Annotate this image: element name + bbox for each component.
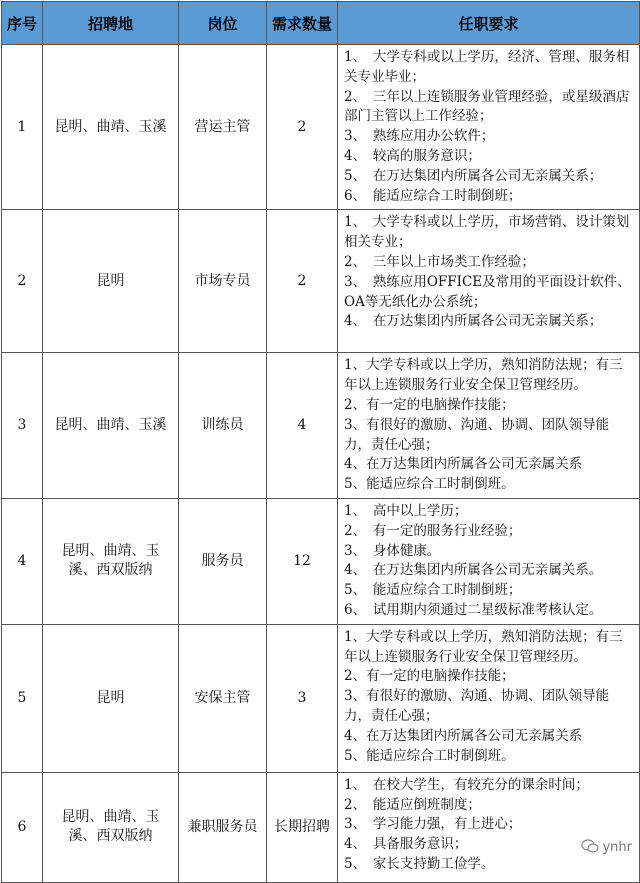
requirement-item: 2、 能适应倒班制度； xyxy=(344,796,481,813)
cell-requirements xyxy=(338,498,640,624)
requirement-item: 2、 三年以上市场类工作经验； xyxy=(344,253,535,270)
requirement-item: 1、大学专科或以上学历，熟知消防法规；有三年以上连锁服务行业安全保卫管理经历。 xyxy=(344,357,623,394)
cell-count: 12 xyxy=(267,498,338,624)
recruitment-table xyxy=(1,1,640,883)
cell-count: 3 xyxy=(267,624,338,772)
cell-location: 昆明、曲靖、玉溪、西双版纳 xyxy=(43,772,179,882)
watermark xyxy=(581,839,632,855)
cell-location: 昆明、曲靖、玉溪 xyxy=(43,353,179,499)
header-no: 序号 xyxy=(2,2,43,45)
header-row xyxy=(2,2,640,45)
cell-no: 1 xyxy=(2,45,43,210)
requirement-item: 5、 家长支持勤工俭学。 xyxy=(344,855,495,872)
requirement-item: 3、有很好的激励、沟通、协调、团队领导能力，责任心强； xyxy=(344,688,610,724)
cell-requirements xyxy=(338,210,640,353)
requirement-item: 3、 熟练应用OFFICE及常用的平面设计软件、OA等无纸化办公系统； xyxy=(344,273,631,310)
cell-requirements xyxy=(338,353,640,499)
requirement-item: 3、 学习能力强，有上进心； xyxy=(344,816,522,833)
requirement-item: 2、 三年以上连锁服务业管理经验，或星级酒店部门主管以上工作经验； xyxy=(344,88,630,125)
requirement-item: 6、 试用期内须通过二星级标准考核认定。 xyxy=(344,601,603,618)
cell-count: 2 xyxy=(267,45,338,210)
cell-position: 服务员 xyxy=(179,498,267,624)
requirement-item: 3、有很好的激励、沟通、协调、团队领导能力，责任心强； xyxy=(344,416,610,453)
cell-requirements xyxy=(338,624,640,772)
requirement-item: 4、在万达集团内所属各公司无亲属关系 xyxy=(344,456,583,473)
cell-position: 安保主管 xyxy=(179,624,267,772)
requirement-item: 1、 高中以上学历； xyxy=(344,502,468,519)
header-position: 岗位 xyxy=(179,2,267,45)
table-row xyxy=(2,624,640,772)
requirement-item: 4、 较高的服务意识； xyxy=(344,147,481,164)
requirement-item: 6、 能适应综合工时制倒班； xyxy=(344,187,522,204)
cell-no: 3 xyxy=(2,353,43,499)
requirement-item: 5、能适应综合工时制倒班。 xyxy=(344,747,515,764)
table-row xyxy=(2,498,640,624)
cell-requirements xyxy=(338,772,640,882)
requirement-item: 5、 在万达集团内所属各公司无亲属关系； xyxy=(344,167,603,184)
requirement-item: 2、有一定的电脑操作技能； xyxy=(344,668,515,685)
cell-count: 2 xyxy=(267,210,338,353)
header-requirements: 任职要求 xyxy=(338,2,640,45)
cell-position: 市场专员 xyxy=(179,210,267,353)
cell-no: 2 xyxy=(2,210,43,353)
requirement-item: 5、 能适应综合工时制倒班； xyxy=(344,582,522,599)
requirement-item: 4、在万达集团内所属各公司无亲属关系 xyxy=(344,727,583,744)
cell-location: 昆明 xyxy=(43,210,179,353)
watermark-text: ynhr xyxy=(602,840,632,855)
cell-no: 4 xyxy=(2,498,43,624)
cell-count: 长期招聘 xyxy=(267,772,338,882)
cell-location: 昆明、曲靖、玉溪、西双版纳 xyxy=(43,498,179,624)
table-row xyxy=(2,772,640,882)
requirement-item: 1、大学专科或以上学历，熟知消防法规；有三年以上连锁服务行业安全保卫管理经历。 xyxy=(344,628,623,665)
header-count: 需求数量 xyxy=(267,2,338,45)
requirement-item: 1、 在校大学生，有较充分的课余时间； xyxy=(344,776,589,793)
cell-location: 昆明 xyxy=(43,624,179,772)
cell-position: 营运主管 xyxy=(179,45,267,210)
cell-position: 兼职服务员 xyxy=(179,772,267,882)
wechat-icon xyxy=(581,839,599,853)
table-row xyxy=(2,210,640,353)
cell-position: 训练员 xyxy=(179,353,267,499)
requirement-item: 4、 在万达集团内所属各公司无亲属关系； xyxy=(344,313,603,330)
header-location: 招聘地 xyxy=(43,2,179,45)
requirement-item: 2、有一定的电脑操作技能； xyxy=(344,396,515,413)
requirement-item: 4、 具备服务意识； xyxy=(344,836,468,853)
table-row xyxy=(2,353,640,499)
table-row xyxy=(2,45,640,210)
requirement-item: 4、 在万达集团内所属各公司无亲属关系。 xyxy=(344,562,603,579)
requirement-item: 2、 有一定的服务行业经验； xyxy=(344,522,522,539)
requirement-item: 5、能适应综合工时制倒班。 xyxy=(344,476,515,493)
cell-no: 6 xyxy=(2,772,43,882)
requirement-item: 3、 熟练应用办公软件； xyxy=(344,128,495,145)
cell-no: 5 xyxy=(2,624,43,772)
cell-requirements xyxy=(338,45,640,210)
cell-location: 昆明、曲靖、玉溪 xyxy=(43,45,179,210)
cell-count: 4 xyxy=(267,353,338,499)
requirement-item: 3、 身体健康。 xyxy=(344,542,441,559)
requirement-item: 1、 大学专科或以上学历，经济、管理、服务相关专业毕业； xyxy=(344,49,630,85)
requirement-item: 1、 大学专科或以上学历，市场营销、设计策划相关专业； xyxy=(344,214,630,251)
